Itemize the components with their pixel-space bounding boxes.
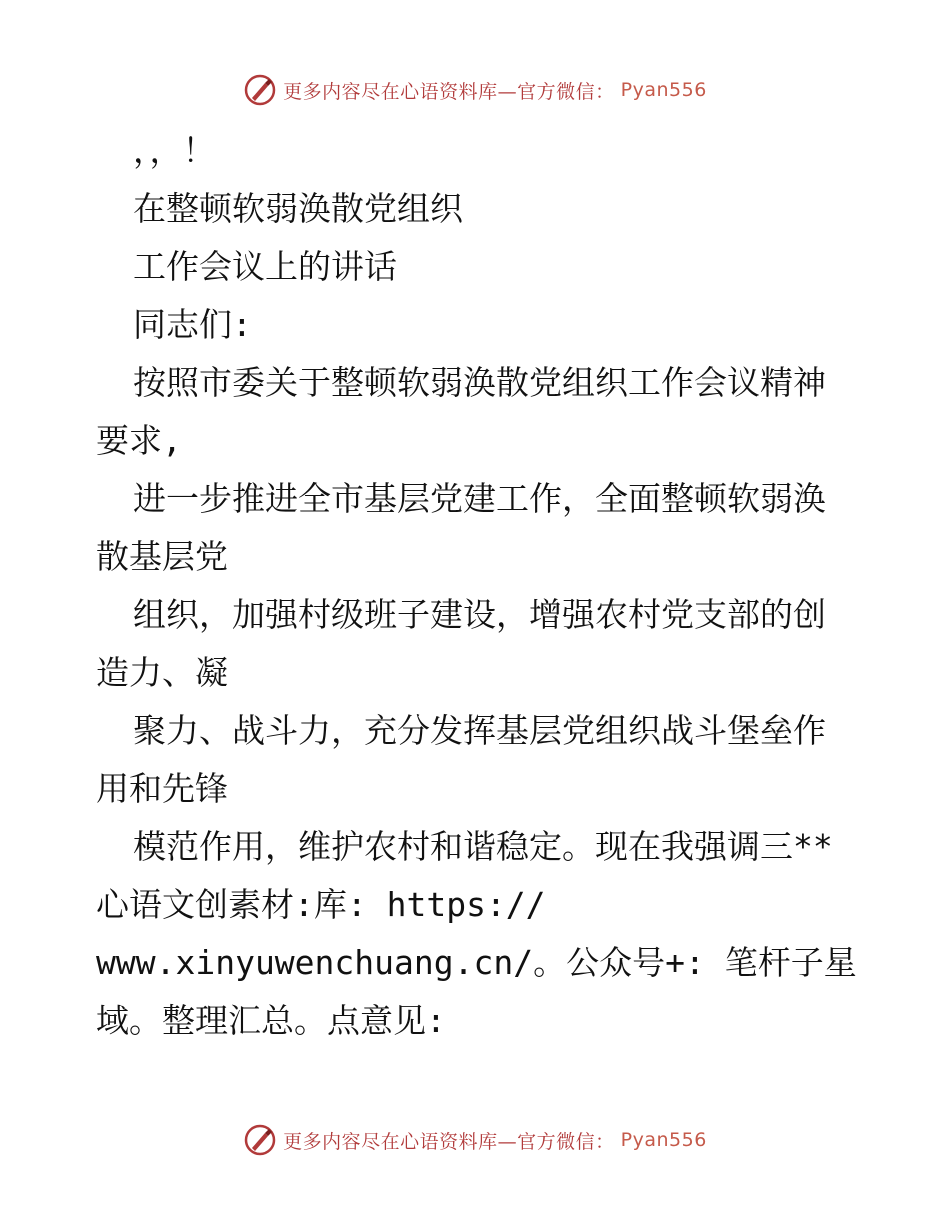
watermark-wechat-id: Pyan556 — [620, 1129, 707, 1151]
text-line: 工作会议上的讲话 — [133, 247, 397, 286]
pen-logo-icon — [243, 73, 277, 107]
watermark-banner-top — [0, 70, 950, 110]
text-line: 按照市委关于整顿软弱涣散党组织工作会议精神 — [133, 363, 826, 402]
text-line: 心语文创素材:库: https:// — [96, 885, 546, 924]
text-line: 散基层党 — [96, 537, 228, 576]
text-line: 在整顿软弱涣散党组织 — [133, 189, 463, 228]
text-line: 造力、凝 — [96, 653, 228, 692]
watermark-text: 更多内容尽在心语资料库—官方微信： — [283, 80, 615, 103]
text-line: www.xinyuwenchuang.cn/。公众号+: 笔杆子星 — [96, 943, 857, 982]
text-line: 域。整理汇总。点意见: — [96, 1001, 446, 1040]
text-line: 模范作用，维护农村和谐稳定。现在我强调三** — [133, 827, 833, 866]
text-line: 要求, — [96, 421, 182, 460]
watermark-banner-bottom — [0, 1120, 950, 1160]
text-line: 组织，加强村级班子建设，增强农村党支部的创 — [133, 595, 826, 634]
text-line: 同志们: — [133, 305, 252, 344]
pen-logo-icon — [243, 1123, 277, 1157]
document-body — [96, 122, 866, 1050]
watermark-wechat-id: Pyan556 — [620, 79, 707, 101]
text-line: 用和先锋 — [96, 769, 228, 808]
text-line: 聚力、战斗力，充分发挥基层党组织战斗堡垒作 — [133, 711, 826, 750]
watermark-text: 更多内容尽在心语资料库—官方微信： — [283, 1130, 615, 1153]
text-line: ，，！ — [133, 131, 216, 170]
text-line: 进一步推进全市基层党建工作，全面整顿软弱涣 — [133, 479, 826, 518]
